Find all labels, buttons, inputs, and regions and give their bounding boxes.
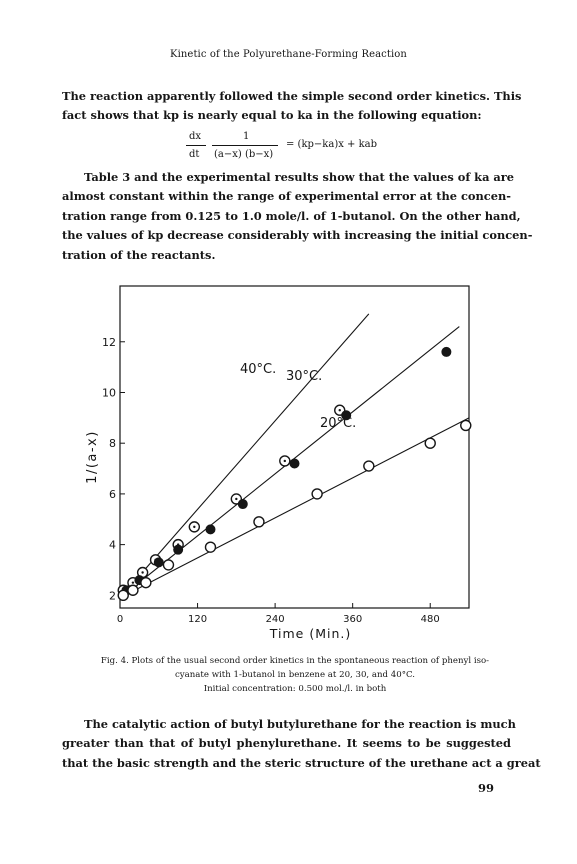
series-label: 40°C. xyxy=(240,362,277,377)
intro-line: The reaction apparently followed the simple second order kinetics. This xyxy=(62,89,522,103)
series-label: 30°C. xyxy=(286,369,323,384)
data-point xyxy=(154,558,163,567)
page-number: 99 xyxy=(478,781,495,795)
data-point xyxy=(163,560,173,570)
data-point-center-dot xyxy=(235,498,237,500)
eq-denominator-right: (a−x) (b−x) xyxy=(214,149,274,160)
intro-paragraph xyxy=(62,87,522,126)
x-tick-label: 360 xyxy=(343,614,363,625)
intro-line: fact shows that kp is nearly equal to ka in the following equation: xyxy=(62,108,482,123)
data-point xyxy=(238,500,247,509)
y-tick-label: 2 xyxy=(109,589,116,603)
eq-fraction-bar-right xyxy=(212,145,278,146)
data-point xyxy=(128,585,138,595)
closing-paragraph xyxy=(62,715,541,773)
data-point xyxy=(205,542,215,552)
data-point-center-dot xyxy=(339,409,341,411)
caption-line: Initial concentration: 0.500 mol./l. in both xyxy=(203,684,387,694)
data-point xyxy=(364,461,374,471)
data-point xyxy=(425,438,435,448)
y-tick-label: 8 xyxy=(109,437,116,451)
y-tick-label: 6 xyxy=(109,487,116,501)
data-point xyxy=(141,578,151,588)
y-axis-label: 1/(a-x) xyxy=(85,430,100,484)
eq-denominator-left: dt xyxy=(189,149,200,160)
eq-numerator-right: 1 xyxy=(243,131,250,142)
table-paragraph-line: tration range from 0.125 to 1.0 mole/l. of 1-butanol. On the other hand, xyxy=(62,208,521,223)
closing-line: greater than that of butyl phenylurethane. It seems to be suggested xyxy=(62,736,511,751)
data-point xyxy=(461,420,471,430)
data-point-center-dot xyxy=(284,460,286,462)
fit-line xyxy=(120,418,469,598)
data-point-center-dot xyxy=(132,581,134,583)
series-label: 20°C. xyxy=(320,416,357,431)
x-tick-label: 120 xyxy=(188,614,208,625)
y-tick-label: 4 xyxy=(109,538,116,552)
caption-line: Fig. 4. Plots of the usual second order kinetics in the spontaneous reaction of phenyl iso- xyxy=(100,656,490,666)
kinetic-equation xyxy=(0,126,577,164)
x-tick-label: 480 xyxy=(420,614,440,625)
eq-right-hand-side: = (kp−ka)x + kab xyxy=(286,139,378,150)
closing-line: that the basic strength and the steric structure of the urethane act a great xyxy=(62,755,541,770)
table-paragraph-line: Table 3 and the experimental results show that the values of ka are xyxy=(84,170,515,184)
x-tick-label: 0 xyxy=(116,614,124,625)
y-tick-label: 12 xyxy=(102,335,116,349)
y-tick-label: 10 xyxy=(102,386,116,400)
data-point xyxy=(206,525,215,534)
data-point xyxy=(118,590,128,600)
eq-numerator-left: dx xyxy=(189,131,202,142)
data-point-center-dot xyxy=(141,571,143,573)
data-point xyxy=(290,459,299,468)
x-tick-label: 240 xyxy=(265,614,285,625)
plot-border xyxy=(120,286,469,608)
kinetics-plot xyxy=(0,260,577,660)
figure-caption xyxy=(95,654,495,696)
table-paragraph-line: the values of kp decrease considerably with increasing the initial concen- xyxy=(62,228,533,243)
data-point-center-dot xyxy=(193,526,195,528)
table-paragraph-line: tration of the reactants. xyxy=(62,247,216,262)
eq-fraction-bar-left xyxy=(186,145,206,146)
closing-line: The catalytic action of butyl butylurethane for the reaction is much xyxy=(84,717,516,731)
data-point xyxy=(442,347,451,356)
data-point xyxy=(312,489,322,499)
table-paragraph-line: almost constant within the range of experimental error at the concen- xyxy=(62,189,511,204)
table-paragraph xyxy=(62,168,533,265)
data-point xyxy=(254,517,264,527)
x-axis-label: Time (Min.) xyxy=(269,626,352,641)
data-point xyxy=(174,545,183,554)
running-head: Kinetic of the Polyurethane-Forming Reaction xyxy=(170,49,407,60)
caption-line: cyanate with 1-butanol in benzene at 20, 30, and 40°C. xyxy=(174,670,416,680)
